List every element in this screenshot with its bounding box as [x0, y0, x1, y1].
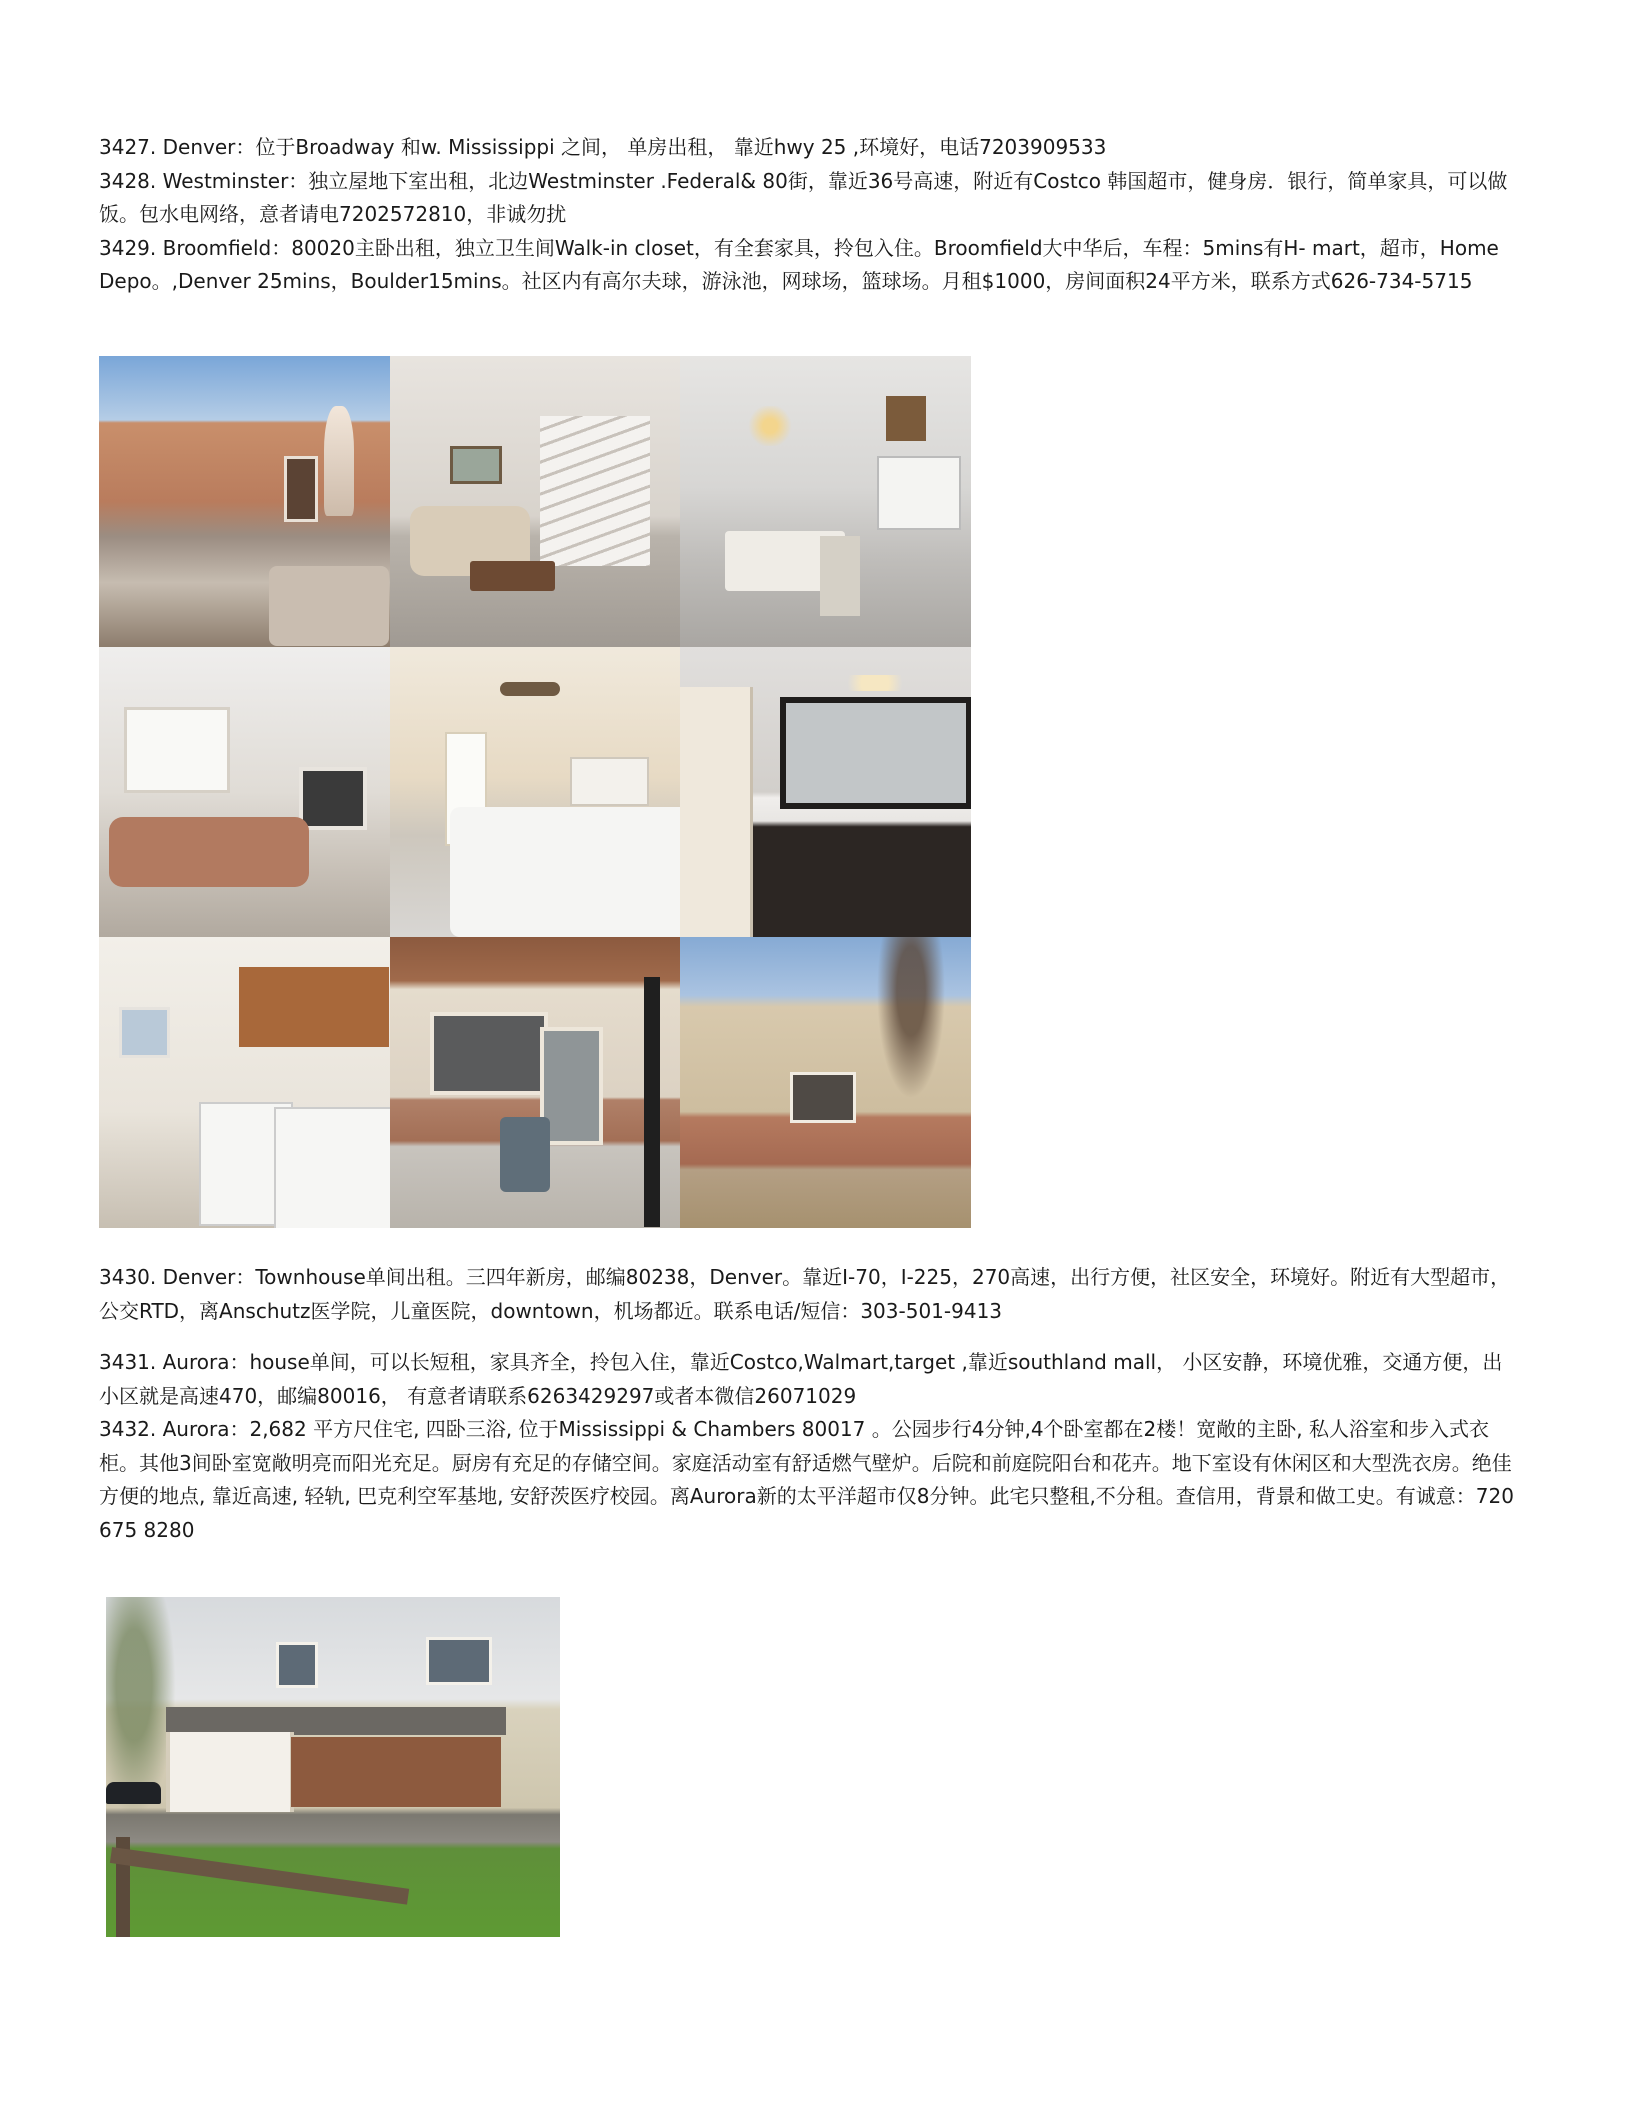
listing-3428: 3428. Westminster：独立屋地下室出租，北边Westminster .Federal& 80街，靠近36号高速，附近有Costco 韩国超市，健身房．银行，简单家具，可以做饭。包水电网络，意者请电7202572810，非诚勿扰: [99, 168, 1508, 226]
listing-3432-house-photo: [106, 1597, 560, 1937]
listing-3431: 3431. Aurora：house单间，可以长短租，家具齐全，拎包入住，靠近Costco,Walmart,target ,靠近southland mall， 小区安静，环境优雅，交通方便，出小区就是高速470，邮编80016， 有意者请联系6263429297或者本微信26071029: [99, 1350, 1503, 1408]
bathroom-photo: [680, 647, 971, 938]
patio-photo: [99, 356, 390, 647]
listing-3429: 3429. Broomfield：80020主卧出租，独立卫生间Walk-in closet，有全套家具，拎包入住。Broomfield大中华后，车程：5mins有H- mart，超市，Home Depo。,Denver 25mins，Boulder15mins。社区内有高尔夫球，游泳池，网球场，篮球场。月租$1000，房间面积24平方米，联系方式626-734-5715: [99, 235, 1499, 293]
listings-block-2: [99, 1261, 1519, 1328]
listing-3427: 3427. Denver：位于Broadway 和w. Mississippi 之间， 单房出租， 靠近hwy 25 ,环境好，电话7203909533: [99, 135, 1107, 159]
listing-3429-photo-grid: [99, 356, 971, 1228]
covered-patio-photo: [390, 937, 681, 1228]
dining-room-photo: [680, 356, 971, 647]
listing-3432: 3432. Aurora：2,682 平方尺住宅, 四卧三浴, 位于Mississippi & Chambers 80017 。公园步行4分钟,4个卧室都在2楼！宽敞的主卧, 私人浴室和步入式衣柜。其他3间卧室宽敞明亮而阳光充足。厨房有充足的存储空间。家庭活动室有舒适燃气壁炉。后院和前庭院阳台和花卉。地下室设有休闲区和大型洗衣房。绝佳方便的地点, 靠近高速, 轻轨, 巴克利空军基地, 安舒茨医疗校园。离Aurora新的太平洋超市仅8分钟。此宅只整租,不分租。查信用，背景和做工史。有诚意：720 675 8280: [99, 1417, 1514, 1542]
listings-block-1: [99, 131, 1519, 299]
laundry-room-photo: [99, 937, 390, 1228]
listing-3430: 3430. Denver：Townhouse单间出租。三四年新房，邮编80238，Denver。靠近I-70，I-225，270高速，出行方便，社区安全，环境好。附近有大型超市，公交RTD，离Anschutz医学院，儿童医院，downtown，机场都近。联系电话/短信：303-501-9413: [99, 1265, 1511, 1323]
listings-block-3: [99, 1346, 1519, 1547]
living-room-photo: [390, 356, 681, 647]
bedroom-photo: [390, 647, 681, 938]
house-exterior-back-photo: [680, 937, 971, 1228]
family-room-photo: [99, 647, 390, 938]
